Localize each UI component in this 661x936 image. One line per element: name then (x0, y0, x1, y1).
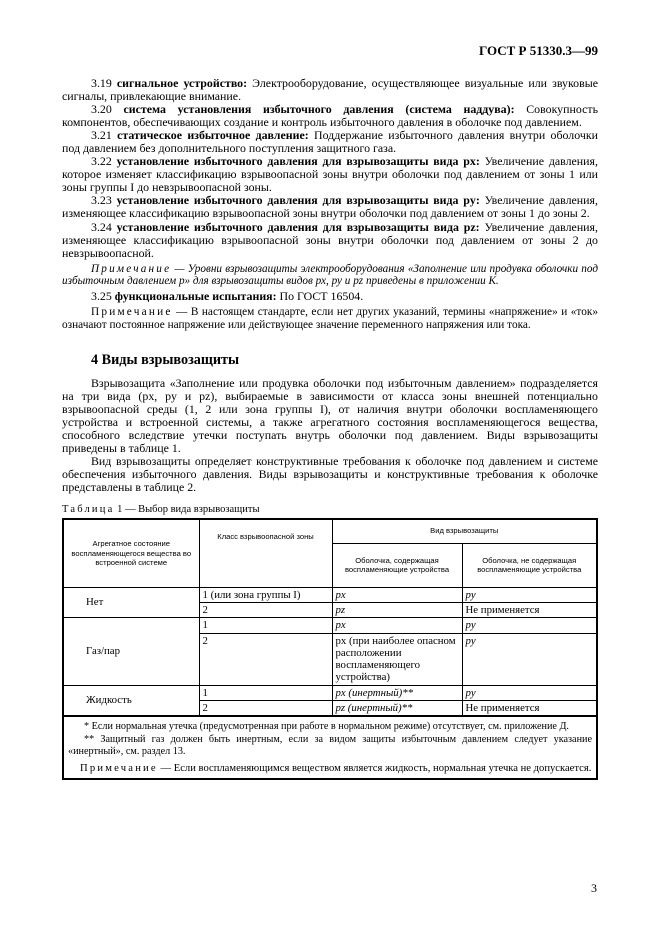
cell-without-devices: Не применяется (462, 602, 597, 617)
clause (62, 194, 598, 220)
clause-number: 3.23 (91, 193, 112, 208)
cell-with-devices: pz (332, 602, 462, 617)
table-caption (62, 504, 598, 515)
clause-text: Электрооборудование, осуществляющее визуальные или звуковые сигналы, привлекающие внимание. (62, 76, 598, 104)
cell-with-devices: px (332, 587, 462, 602)
table-footnotes (62, 717, 598, 780)
clause-term: установление избыточного давления для взрывозащиты вида py: (116, 193, 480, 208)
clause-text: Совокупность компонентов, обеспечивающих создание и контроль избыточного давления в оболочке под давлением. (62, 102, 598, 130)
header-state: Агрегатное состояние воспламеняющегося вещества во встроенной системе (63, 519, 199, 587)
header-with-devices: Оболочка, содержащая воспламеняющие устройства (332, 543, 462, 587)
clauses-list (62, 77, 598, 260)
note-1-label: Примечание (91, 262, 172, 275)
clause (62, 103, 598, 129)
clause (62, 77, 598, 103)
cell-class: 2 (199, 701, 332, 717)
clause-number: 3.22 (91, 154, 112, 169)
table-note-label: Примечание (80, 762, 158, 774)
footnote: * Если нормальная утечка (предусмотренная при работе в нормальном режиме) отсутствует, см. приложение Д. (84, 721, 569, 733)
table-caption-text: 1 — Выбор вида взрывозащиты (114, 504, 260, 516)
section-paragraph: Взрывозащита «Заполнение или продувка оболочки под избыточным давлением» подразделяется на три вида (рх, ру и pz), выбираемые в зависимости от класса зоны внешней потенциально взрывоопасной среды (1, 2 или зона группы I), от наличия внутри оболочки воспламеняющего устройства и встроенной системы, а также агрегатного состояния воспламеняющегося вещества, способного вследствие утечки поступать внутрь оболочки под давлением. Виды взрывозащиты приведены в таблице 1. (62, 375, 598, 455)
cell-class: 2 (199, 633, 332, 685)
table-body (63, 587, 597, 716)
clause (62, 221, 598, 260)
cell-with-devices: px (332, 618, 462, 633)
clause-number: 3.20 (91, 102, 112, 117)
section-title: 4 Виды взрывозащиты (91, 351, 240, 368)
cell-without-devices: py (462, 618, 597, 633)
table-row (63, 685, 597, 700)
section-paragraph: Вид взрывозащиты определяет конструктивные требования к оболочке под давлением и системе обеспечения избыточного давления. Виды взрывозащиты и конструктивные требования к оболочке представлены в таблице 2. (62, 453, 598, 495)
clause-term: система установления избыточного давления (система наддува): (123, 102, 515, 117)
clause-number: 3.25 (91, 289, 112, 304)
cell-class: 1 (199, 618, 332, 633)
clause-text: Увеличение давления, изменяющее классификацию взрывоопасной зоны внутри оболочки под давлением от зоны 2 до невзрывоопасной. (62, 219, 598, 260)
note-1 (62, 263, 598, 288)
clause-text: Увеличение давления, которое изменяет классификацию взрывоопасной зоны внутри оболочки под давлением от зоны 1 или зоны группы I до невзрывоопасной зоны. (62, 154, 598, 195)
cell-class: 1 (или зона группы I) (199, 587, 332, 602)
cell-without-devices: Не применяется (462, 701, 597, 717)
cell-without-devices: py (462, 587, 597, 602)
header-kind: Вид взрывозащиты (332, 519, 597, 543)
cell-without-devices: py (462, 633, 597, 685)
clause-number: 3.19 (91, 76, 112, 90)
cell-with-devices: px (инертный)** (332, 685, 462, 700)
clause-term: функциональные испытания: (114, 289, 277, 304)
note-2-label: Примечание (91, 306, 173, 319)
table-row (63, 587, 597, 602)
cell-with-devices: pz (инертный)** (332, 701, 462, 717)
clause-term: сигнальное устройство: (116, 76, 248, 90)
cell-class: 1 (199, 685, 332, 700)
page-number: 3 (591, 881, 597, 895)
clause-text: По ГОСТ 16504. (276, 289, 364, 304)
clause-term: статическое избыточное давление: (117, 128, 309, 143)
clause-text: Увеличение давления, изменяющее классификацию взрывоопасной зоны внутри оболочки под давлением от зоны 1 до зоны 2. (62, 193, 598, 221)
cell-state: Жидкость (63, 685, 199, 716)
cell-with-devices: px (при наиболее опасном расположении воспламеняющего устройства) (332, 633, 462, 685)
clause-3-25 (62, 290, 598, 303)
table-note-text: — Если воспламеняющимся веществом является жидкость, нормальная утечка не допускается. (157, 762, 592, 774)
clause (62, 129, 598, 155)
header-without-devices: Оболочка, не содержащая воспламеняющие устройства (462, 543, 597, 587)
clause-number: 3.21 (91, 128, 112, 143)
footnote: ** Защитный газ должен быть инертным, если за видом защиты избыточным давлением следует указание «инертный», см. раздел 13. (68, 733, 592, 757)
note-2-text: — В настоящем стандарте, если нет других указаний, термины «напряжение» и «ток» означают постоянное напряжение или действующее значение переменного напряжения или тока. (62, 306, 598, 331)
cell-state: Нет (63, 587, 199, 618)
clause-text: Поддержание избыточного давления внутри оболочки под давлением без дополнительного поступления защитного газа. (62, 128, 598, 156)
header-class: Класс взрывоопасной зоны (199, 519, 332, 587)
protection-type-table (62, 518, 598, 717)
note-1-text: — Уровни взрывозащиты электрооборудования «Заполнение или продувка оболочки под избыточным давлением р» для взрывозащиты видов рх, ру и pz приведены в приложении К. (62, 262, 598, 288)
cell-state: Газ/пар (63, 618, 199, 685)
clause (62, 155, 598, 194)
table-note (68, 763, 592, 775)
clause-term: установление избыточного давления для взрывозащиты вида pz: (116, 219, 480, 234)
table-caption-label: Таблица (62, 504, 115, 516)
cell-class: 2 (199, 602, 332, 617)
note-2 (62, 306, 598, 332)
cell-without-devices: py (462, 685, 597, 700)
clause-number: 3.24 (91, 219, 112, 234)
page-body (62, 77, 598, 780)
table-row (63, 618, 597, 633)
clause-term: установление избыточного давления для взрывозащиты вида px: (116, 154, 480, 169)
document-header: ГОСТ Р 51330.3—99 (479, 43, 598, 58)
